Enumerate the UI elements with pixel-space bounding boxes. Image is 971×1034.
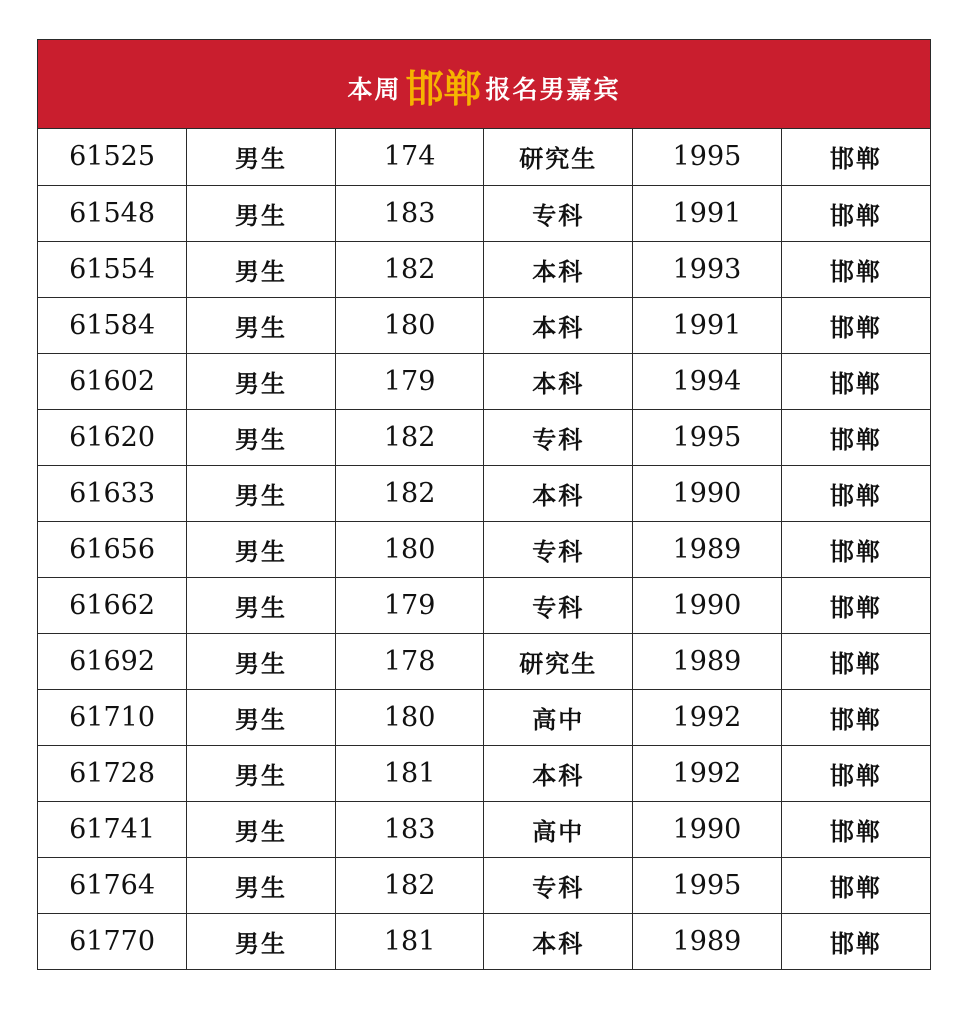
member-id-cell: 61554 <box>38 241 187 297</box>
gender-cell: 男生 <box>187 913 336 969</box>
member-id-cell: 61710 <box>38 689 187 745</box>
birth-year-cell: 1995 <box>633 409 782 465</box>
table-row <box>38 465 930 521</box>
birth-year-cell: 1990 <box>633 465 782 521</box>
city-cell: 邯郸 <box>781 409 930 465</box>
city-cell: 邯郸 <box>781 801 930 857</box>
city-cell: 邯郸 <box>781 689 930 745</box>
height-cell: 178 <box>335 633 484 689</box>
member-id-cell: 61656 <box>38 521 187 577</box>
education-cell: 专科 <box>484 857 633 913</box>
birth-year-cell: 1991 <box>633 297 782 353</box>
title-banner <box>38 40 930 129</box>
city-cell: 邯郸 <box>781 521 930 577</box>
table-row <box>38 297 930 353</box>
table-row <box>38 129 930 185</box>
birth-year-cell: 1992 <box>633 689 782 745</box>
gender-cell: 男生 <box>187 521 336 577</box>
gender-cell: 男生 <box>187 185 336 241</box>
gender-cell: 男生 <box>187 465 336 521</box>
gender-cell: 男生 <box>187 241 336 297</box>
gender-cell: 男生 <box>187 577 336 633</box>
city-cell: 邯郸 <box>781 633 930 689</box>
gender-cell: 男生 <box>187 353 336 409</box>
member-id-cell: 61662 <box>38 577 187 633</box>
city-cell: 邯郸 <box>781 465 930 521</box>
education-cell: 本科 <box>484 353 633 409</box>
city-cell: 邯郸 <box>781 241 930 297</box>
birth-year-cell: 1989 <box>633 521 782 577</box>
birth-year-cell: 1995 <box>633 857 782 913</box>
height-cell: 182 <box>335 465 484 521</box>
height-cell: 181 <box>335 745 484 801</box>
education-cell: 高中 <box>484 801 633 857</box>
title-prefix: 本周 <box>347 75 402 104</box>
title-city: 邯郸 <box>405 66 482 111</box>
table-row <box>38 857 930 913</box>
education-cell: 本科 <box>484 465 633 521</box>
member-id-cell: 61548 <box>38 185 187 241</box>
city-cell: 邯郸 <box>781 857 930 913</box>
birth-year-cell: 1995 <box>633 129 782 185</box>
birth-year-cell: 1989 <box>633 633 782 689</box>
gender-cell: 男生 <box>187 801 336 857</box>
member-id-cell: 61620 <box>38 409 187 465</box>
height-cell: 180 <box>335 297 484 353</box>
education-cell: 高中 <box>484 689 633 745</box>
education-cell: 研究生 <box>484 633 633 689</box>
roster-grid <box>38 129 930 969</box>
city-cell: 邯郸 <box>781 577 930 633</box>
education-cell: 本科 <box>484 241 633 297</box>
height-cell: 174 <box>335 129 484 185</box>
education-cell: 本科 <box>484 913 633 969</box>
height-cell: 183 <box>335 801 484 857</box>
roster-table <box>37 39 931 970</box>
height-cell: 180 <box>335 689 484 745</box>
table-row <box>38 185 930 241</box>
member-id-cell: 61525 <box>38 129 187 185</box>
table-row <box>38 689 930 745</box>
table-row <box>38 801 930 857</box>
education-cell: 研究生 <box>484 129 633 185</box>
member-id-cell: 61633 <box>38 465 187 521</box>
member-id-cell: 61764 <box>38 857 187 913</box>
gender-cell: 男生 <box>187 409 336 465</box>
height-cell: 180 <box>335 521 484 577</box>
city-cell: 邯郸 <box>781 129 930 185</box>
height-cell: 179 <box>335 353 484 409</box>
education-cell: 本科 <box>484 745 633 801</box>
gender-cell: 男生 <box>187 857 336 913</box>
height-cell: 183 <box>335 185 484 241</box>
city-cell: 邯郸 <box>781 353 930 409</box>
education-cell: 专科 <box>484 521 633 577</box>
city-cell: 邯郸 <box>781 745 930 801</box>
birth-year-cell: 1990 <box>633 801 782 857</box>
birth-year-cell: 1994 <box>633 353 782 409</box>
city-cell: 邯郸 <box>781 185 930 241</box>
roster-body <box>38 129 930 969</box>
education-cell: 专科 <box>484 409 633 465</box>
education-cell: 专科 <box>484 577 633 633</box>
title-suffix: 报名男嘉宾 <box>485 75 621 104</box>
height-cell: 182 <box>335 857 484 913</box>
member-id-cell: 61770 <box>38 913 187 969</box>
height-cell: 179 <box>335 577 484 633</box>
member-id-cell: 61741 <box>38 801 187 857</box>
table-row <box>38 521 930 577</box>
member-id-cell: 61728 <box>38 745 187 801</box>
table-row <box>38 409 930 465</box>
birth-year-cell: 1990 <box>633 577 782 633</box>
member-id-cell: 61584 <box>38 297 187 353</box>
birth-year-cell: 1991 <box>633 185 782 241</box>
table-row <box>38 577 930 633</box>
gender-cell: 男生 <box>187 633 336 689</box>
member-id-cell: 61692 <box>38 633 187 689</box>
education-cell: 本科 <box>484 297 633 353</box>
member-id-cell: 61602 <box>38 353 187 409</box>
birth-year-cell: 1993 <box>633 241 782 297</box>
table-row <box>38 913 930 969</box>
education-cell: 专科 <box>484 185 633 241</box>
city-cell: 邯郸 <box>829 929 882 958</box>
gender-cell: 男生 <box>187 129 336 185</box>
birth-year-cell: 1992 <box>633 745 782 801</box>
table-row <box>38 745 930 801</box>
table-row <box>38 241 930 297</box>
gender-cell: 男生 <box>187 689 336 745</box>
birth-year-cell: 1989 <box>633 913 782 969</box>
height-cell: 182 <box>335 241 484 297</box>
city-cell: 邯郸 <box>781 297 930 353</box>
height-cell: 181 <box>335 913 484 969</box>
height-cell: 182 <box>335 409 484 465</box>
table-row <box>38 353 930 409</box>
gender-cell: 男生 <box>187 745 336 801</box>
table-row <box>38 633 930 689</box>
gender-cell: 男生 <box>187 297 336 353</box>
